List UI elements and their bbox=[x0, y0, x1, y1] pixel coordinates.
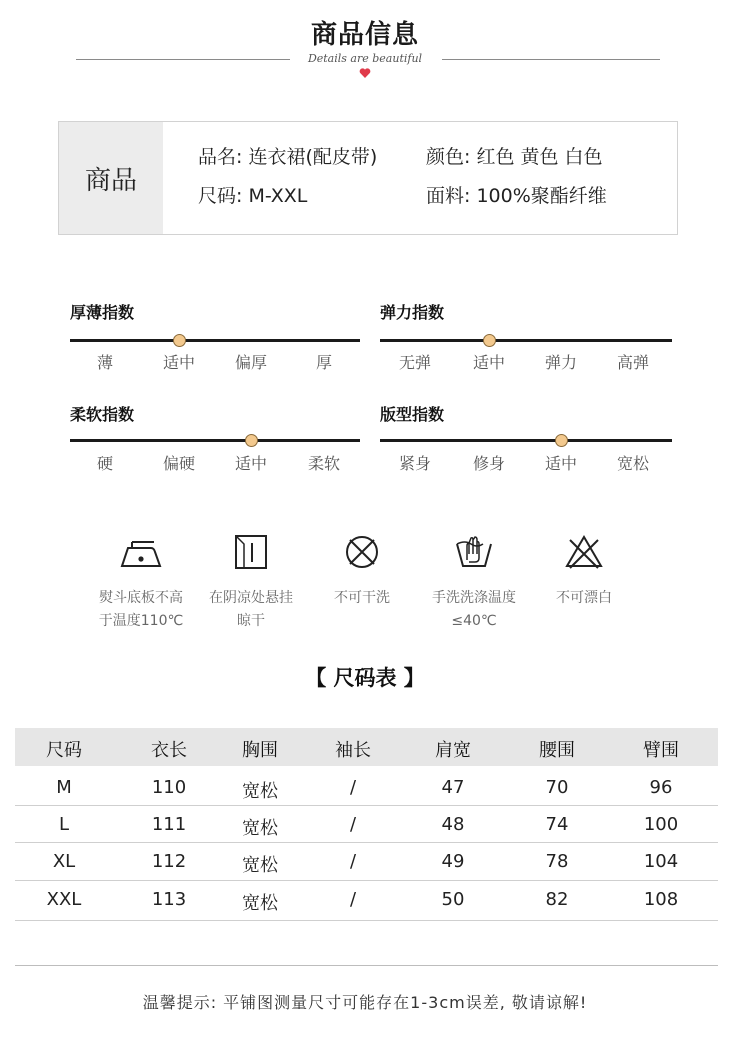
iron-icon bbox=[118, 532, 164, 572]
table-header-cell: 尺码 bbox=[46, 740, 82, 761]
index-scale-label: 修身 bbox=[472, 454, 505, 473]
table-row bbox=[15, 880, 718, 920]
index-scale-line bbox=[380, 439, 672, 442]
product-sizes: 尺码: M-XXL bbox=[198, 185, 308, 207]
table-cell: 96 bbox=[649, 777, 673, 798]
measurement-notice: 温馨提示: 平铺图测量尺寸可能存在1-3cm误差, 敬请谅解! bbox=[142, 993, 588, 1012]
table-cell: 82 bbox=[545, 889, 569, 910]
index-scale-label: 适中 bbox=[234, 454, 267, 473]
no-dry-clean-icon bbox=[339, 532, 385, 572]
index-scale-label: 硬 bbox=[96, 454, 113, 473]
table-cell: 50 bbox=[441, 889, 465, 910]
table-cell: 49 bbox=[441, 851, 465, 872]
care-label-line1: 手洗洗涤温度 bbox=[432, 590, 516, 606]
care-label-line2: 晾干 bbox=[237, 613, 265, 629]
index-scale-label: 弹力 bbox=[544, 353, 577, 372]
product-colors: 颜色: 红色 黄色 白色 bbox=[426, 146, 603, 168]
table-header-cell: 胸围 bbox=[242, 740, 278, 761]
table-cell: 48 bbox=[441, 814, 465, 835]
table-cell: 47 bbox=[441, 777, 465, 798]
product-section-label: 商品 bbox=[59, 122, 163, 234]
table-cell: XXL bbox=[46, 889, 82, 910]
care-label-line2: 于温度110℃ bbox=[98, 613, 184, 629]
care-label-line1: 不可干洗 bbox=[334, 590, 390, 606]
index-scale-label: 高弹 bbox=[616, 353, 649, 372]
index-scale-line bbox=[380, 339, 672, 342]
table-cell: 宽松 bbox=[242, 781, 278, 802]
table-header-cell: 衣长 bbox=[151, 740, 187, 761]
index-scale-label: 偏硬 bbox=[162, 454, 195, 473]
index-title: 版型指数 bbox=[380, 405, 445, 424]
size-chart-title: 【 尺码表 】 bbox=[305, 666, 425, 690]
table-cell: / bbox=[349, 777, 357, 798]
table-header-cell: 肩宽 bbox=[435, 740, 471, 761]
table-cell: / bbox=[349, 889, 357, 910]
table-cell: / bbox=[349, 814, 357, 835]
index-marker bbox=[483, 334, 496, 347]
table-cell: 宽松 bbox=[242, 855, 278, 876]
index-scale-label: 厚 bbox=[315, 353, 332, 372]
table-header-cell: 臂围 bbox=[643, 740, 679, 761]
index-marker bbox=[173, 334, 186, 347]
table-cell: 宽松 bbox=[242, 818, 278, 839]
page-title: 商品信息 bbox=[310, 20, 419, 50]
index-title: 柔软指数 bbox=[70, 405, 135, 424]
index-title: 弹力指数 bbox=[380, 303, 445, 322]
index-scale-line bbox=[70, 439, 360, 442]
care-label-line1: 在阴凉处悬挂 bbox=[209, 590, 293, 606]
index-scale-label: 适中 bbox=[162, 353, 195, 372]
table-cell: L bbox=[58, 814, 70, 835]
index-marker bbox=[555, 434, 568, 447]
index-scale-label: 宽松 bbox=[616, 454, 649, 473]
hang-dry-shade-icon bbox=[228, 532, 274, 572]
index-scale-label: 紧身 bbox=[398, 454, 431, 473]
table-cell: 宽松 bbox=[242, 893, 278, 914]
page-subtitle: Details are beautiful bbox=[307, 52, 423, 65]
table-cell: 112 bbox=[151, 851, 187, 872]
index-scale-label: 薄 bbox=[96, 353, 113, 372]
table-cell: 111 bbox=[151, 814, 187, 835]
care-label-line2: ≤40℃ bbox=[451, 613, 497, 629]
product-fabric: 面料: 100%聚酯纤维 bbox=[426, 185, 607, 207]
table-cell: 104 bbox=[643, 851, 679, 872]
table-cell: 110 bbox=[151, 777, 187, 798]
index-scale-label: 偏厚 bbox=[234, 353, 267, 372]
table-cell: 74 bbox=[545, 814, 569, 835]
table-cell: 113 bbox=[151, 889, 187, 910]
table-row bbox=[15, 805, 718, 842]
hand-wash-icon bbox=[451, 532, 497, 572]
product-name: 品名: 连衣裙(配皮带) bbox=[198, 146, 378, 168]
table-header-row bbox=[15, 728, 718, 766]
table-header-cell: 腰围 bbox=[539, 740, 575, 761]
index-scale-label: 无弹 bbox=[398, 353, 431, 372]
care-label-line1: 熨斗底板不高 bbox=[99, 590, 183, 606]
footer-divider bbox=[15, 965, 718, 966]
no-bleach-icon bbox=[561, 532, 607, 572]
table-cell: 108 bbox=[643, 889, 679, 910]
table-cell: / bbox=[349, 851, 357, 872]
table-cell: 100 bbox=[643, 814, 679, 835]
table-row bbox=[15, 842, 718, 880]
table-cell: 78 bbox=[545, 851, 569, 872]
index-scale-line bbox=[70, 339, 360, 342]
table-header-cell: 袖长 bbox=[335, 740, 371, 761]
table-cell: XL bbox=[52, 851, 76, 872]
table-cell: 70 bbox=[545, 777, 569, 798]
index-title: 厚薄指数 bbox=[70, 303, 135, 322]
index-marker bbox=[245, 434, 258, 447]
index-scale-label: 适中 bbox=[544, 454, 577, 473]
table-row-divider bbox=[15, 920, 718, 921]
care-label-line1: 不可漂白 bbox=[556, 590, 612, 606]
table-row bbox=[15, 768, 718, 805]
index-scale-label: 柔软 bbox=[307, 454, 340, 473]
table-cell: M bbox=[56, 777, 72, 798]
index-scale-label: 适中 bbox=[472, 353, 505, 372]
heart-icon bbox=[359, 67, 371, 79]
